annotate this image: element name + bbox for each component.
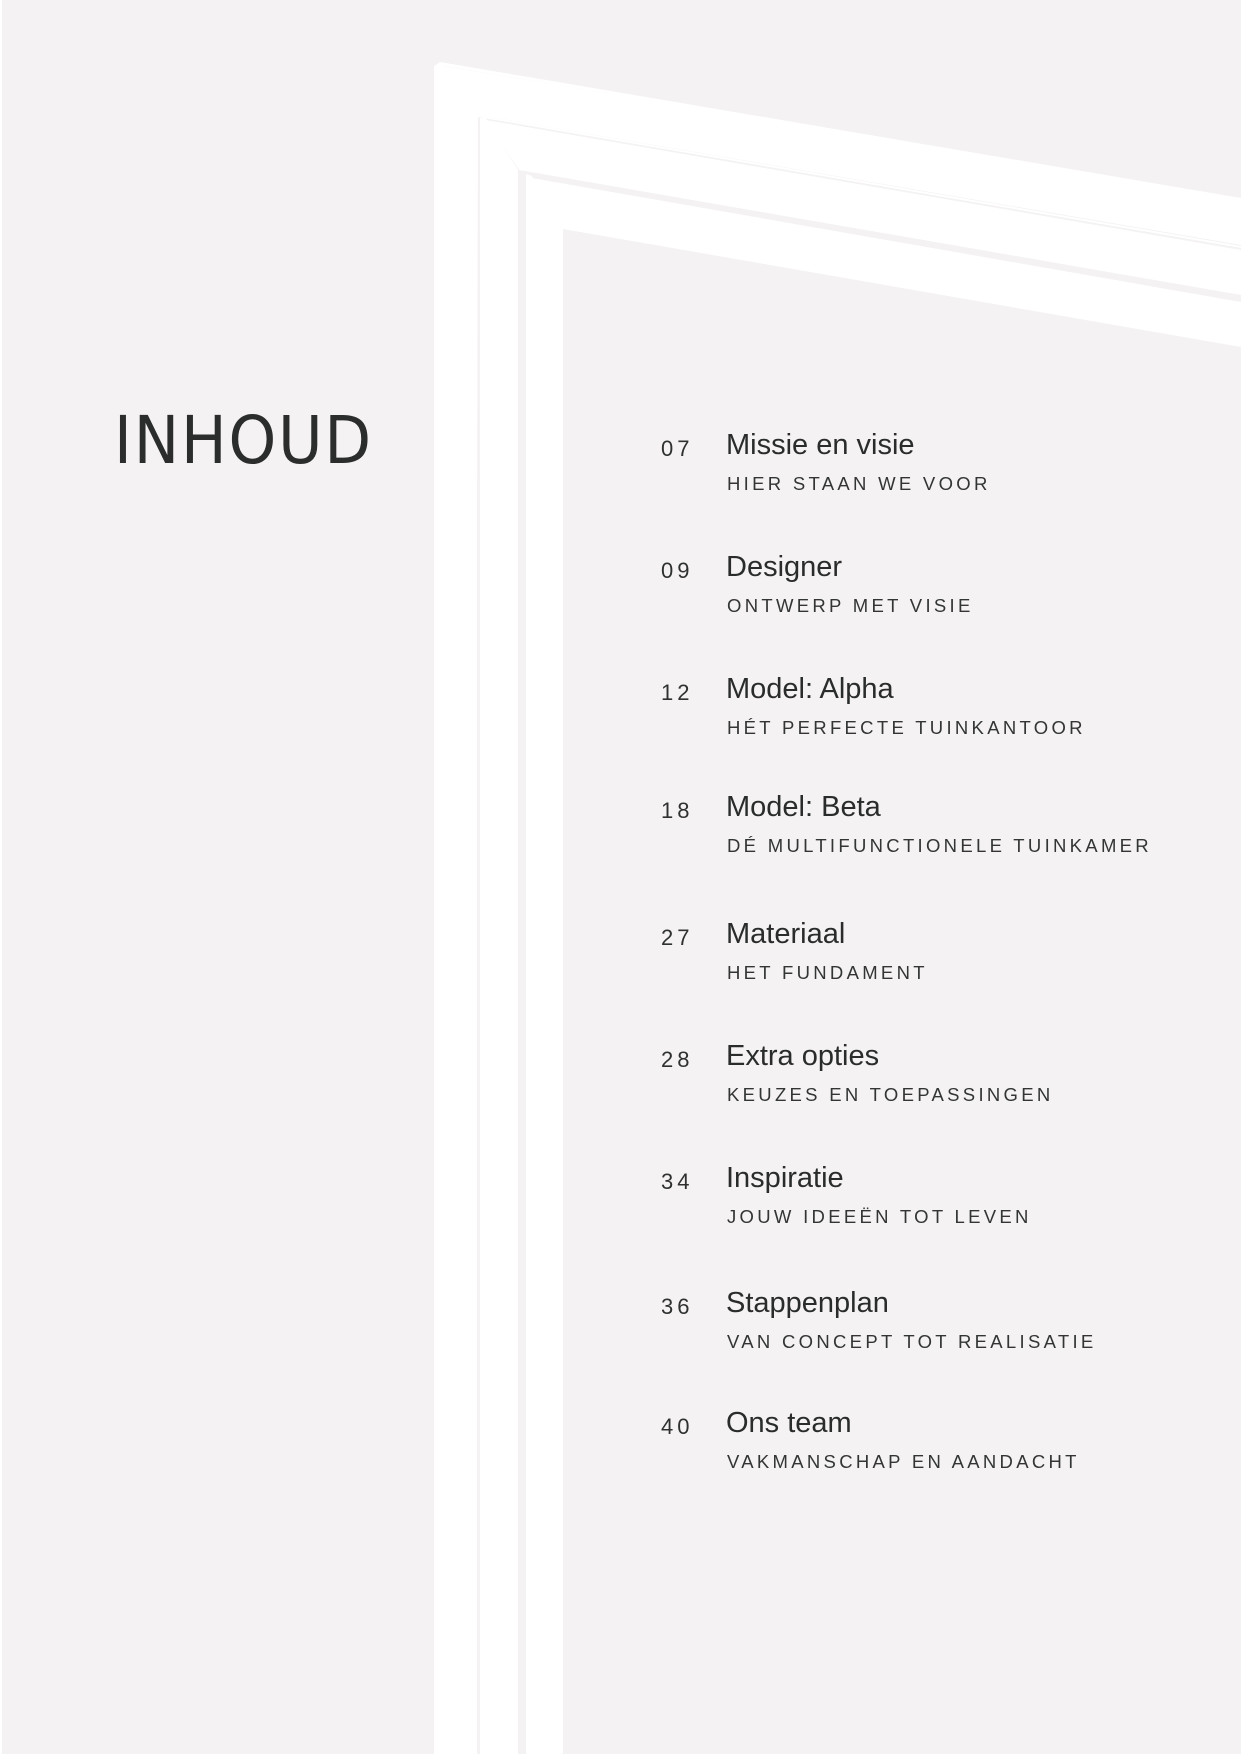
toc-entry[interactable] — [2, 673, 1241, 753]
toc-entry[interactable] — [2, 1162, 1241, 1242]
toc-page-number: 07 — [661, 436, 694, 461]
document-page — [2, 0, 1241, 1754]
toc-subtitle: HIER STAAN WE VOOR — [727, 473, 991, 494]
toc-title: Extra opties — [726, 1040, 880, 1072]
toc-entry[interactable] — [2, 1040, 1241, 1120]
toc-page-number: 34 — [661, 1169, 694, 1194]
toc-title: Inspiratie — [726, 1162, 844, 1194]
toc-subtitle: KEUZES EN TOEPASSINGEN — [727, 1084, 1054, 1105]
toc-subtitle: HET FUNDAMENT — [727, 962, 928, 983]
toc-page-number: 18 — [661, 798, 694, 823]
toc-page-number: 12 — [661, 680, 694, 705]
page-title: INHOUD — [114, 402, 374, 479]
toc-page-number: 09 — [661, 558, 694, 583]
toc-entry[interactable] — [2, 791, 1241, 871]
toc-subtitle: ONTWERP MET VISIE — [727, 595, 974, 616]
toc-entry[interactable] — [2, 551, 1241, 631]
toc-title: Stappenplan — [726, 1287, 889, 1319]
toc-title: Model: Beta — [726, 791, 881, 823]
toc-title: Missie en visie — [726, 429, 915, 461]
toc-title: Designer — [726, 551, 843, 583]
table-of-contents — [2, 0, 1241, 1754]
toc-page-number: 40 — [661, 1414, 694, 1439]
toc-subtitle: JOUW IDEEËN TOT LEVEN — [727, 1206, 1032, 1227]
toc-page-number: 27 — [661, 925, 694, 950]
toc-page-number: 36 — [661, 1294, 694, 1319]
toc-entry[interactable] — [2, 918, 1241, 998]
toc-title: Model: Alpha — [726, 673, 894, 705]
toc-page-number: 28 — [661, 1047, 694, 1072]
toc-title: Ons team — [726, 1407, 852, 1439]
toc-subtitle: DÉ MULTIFUNCTIONELE TUINKAMER — [727, 835, 1152, 856]
toc-entry[interactable] — [2, 429, 1241, 509]
toc-title: Materiaal — [726, 918, 846, 950]
toc-entry[interactable] — [2, 1287, 1241, 1367]
toc-subtitle: VAN CONCEPT TOT REALISATIE — [727, 1331, 1097, 1352]
toc-entry[interactable] — [2, 1407, 1241, 1487]
toc-subtitle: HÉT PERFECTE TUINKANTOOR — [727, 717, 1086, 738]
toc-subtitle: VAKMANSCHAP EN AANDACHT — [727, 1451, 1080, 1472]
